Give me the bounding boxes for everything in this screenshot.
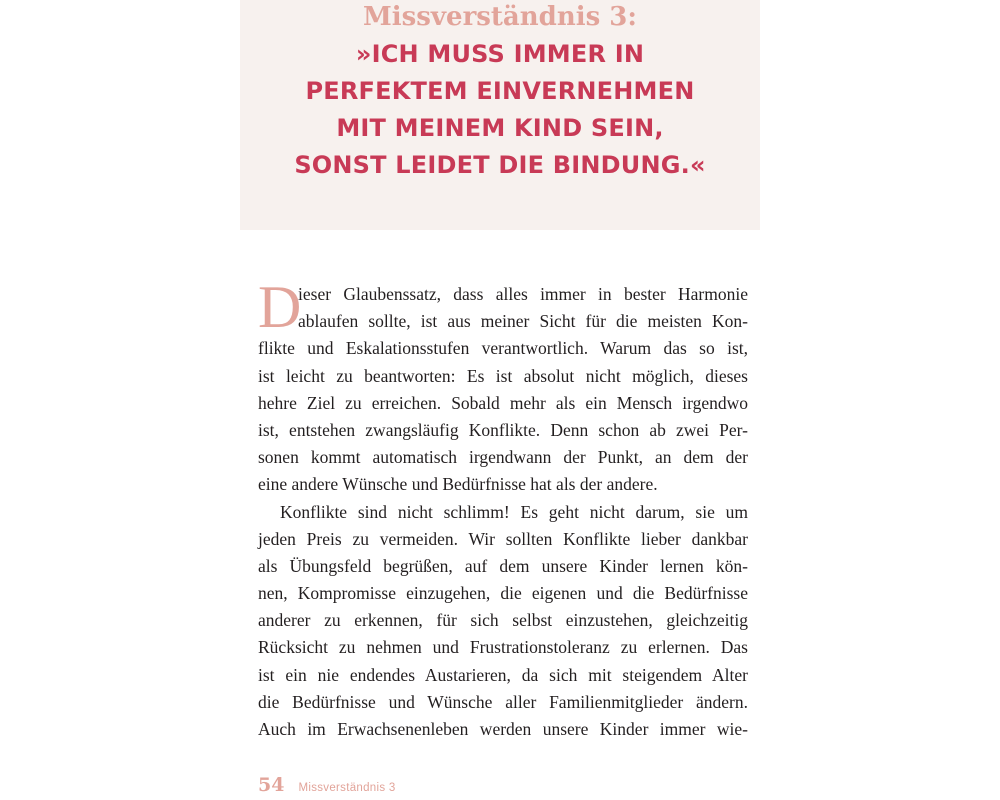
body-text [258, 274, 748, 743]
paragraph-2 [258, 499, 748, 744]
text-line: ist ein nie endendes Austarieren, da sich mit steigendem Alter [258, 664, 748, 685]
headline-line: PERFEKTEM EINVERNEHMEN [305, 77, 695, 105]
chapter-kicker: Missverständnis 3: [362, 2, 637, 32]
chapter-headline [240, 36, 760, 184]
text-line: nen, Kompromisse einzugehen, die eigenen und die Bedürfnisse [258, 583, 748, 604]
text-line: hehre Ziel zu erreichen. Sobald mehr als ein Mensch irgendwo [258, 392, 748, 413]
text-line: anderer zu erkennen, für sich selbst einzustehen, gleichzeitig [258, 610, 748, 631]
text-line: ist leicht zu beantworten: Es ist absolut nicht möglich, dieses [258, 365, 748, 386]
text-line: Rücksicht zu nehmen und Frustrationstoleranz zu erlernen. Das [258, 637, 748, 658]
text-line: eine andere Wünsche und Bedürfnisse hat als der andere. [258, 474, 658, 495]
text-line: flikte und Eskalationsstufen verantwortlich. Warum das so ist, [258, 338, 748, 359]
text-line: Konflikte sind nicht schlimm! Es geht nicht darum, sie um [280, 501, 748, 522]
text-line: die Bedürfnisse und Wünsche aller Familienmitglieder ändern. [258, 691, 748, 712]
text-line: ablaufen sollte, ist aus meiner Sicht für die meisten Kon- [298, 311, 748, 332]
text-line: als Übungsfeld begrüßen, auf dem unsere Kinder lernen kön- [258, 555, 748, 576]
headline-line: »ICH MUSS IMMER IN [355, 40, 645, 68]
page-number: 54 [258, 774, 285, 796]
headline-line: SONST LEIDET DIE BINDUNG.« [294, 151, 706, 179]
text-line: ist, entstehen zwangsläufig Konflikte. Denn schon ab zwei Per- [258, 419, 748, 440]
text-line: sonen kommt automatisch irgendwann der Punkt, an dem der [258, 447, 748, 468]
paragraph-1 [258, 274, 748, 499]
running-head: Missverständnis 3 [298, 782, 396, 794]
drop-cap: D [258, 274, 302, 340]
text-line: jeden Preis zu vermeiden. Wir sollten Konflikte lieber dankbar [258, 528, 748, 549]
headline-line: MIT MEINEM KIND SEIN, [336, 114, 664, 142]
text-line: Auch im Erwachsenenleben werden unsere Kinder immer wie- [258, 719, 748, 739]
text-line: ieser Glaubenssatz, dass alles immer in bester Harmonie [298, 284, 748, 304]
page-footer [258, 774, 396, 798]
